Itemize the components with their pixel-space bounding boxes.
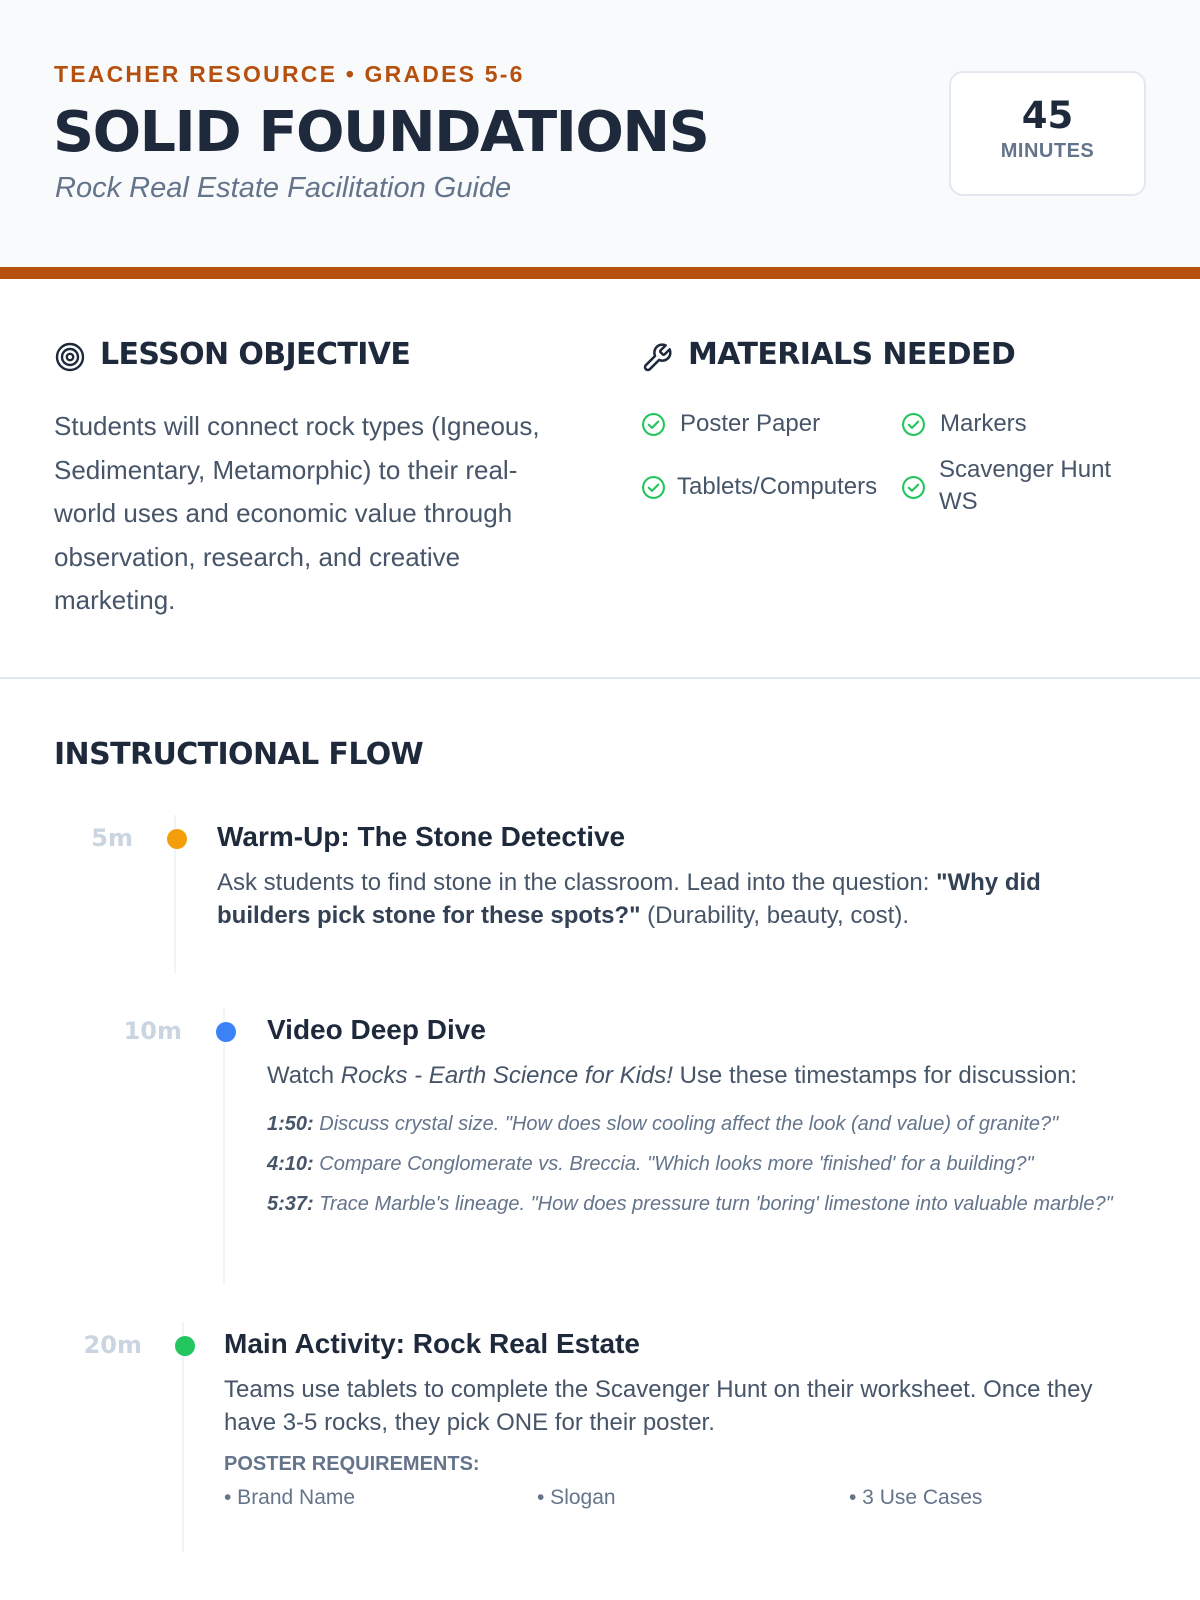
check-circle-icon: [641, 412, 666, 437]
step-desc-question: "Why did builders pick stone for these spots?": [217, 869, 1041, 929]
duration-badge: [949, 71, 1146, 196]
flow-heading: INSTRUCTIONAL FLOW: [54, 737, 424, 772]
timestamp-item: [267, 1151, 1147, 1178]
step-desc-text: (Durability, beauty, cost).: [640, 902, 910, 929]
step-title: Warm-Up: The Stone Detective: [217, 821, 626, 852]
step-desc-text: Use these timestamps for discussion:: [672, 1062, 1078, 1089]
requirement-item: • 3 Use Cases: [849, 1486, 983, 1509]
page-subtitle: Rock Real Estate Facilitation Guide: [55, 172, 512, 204]
requirement-item: • Brand Name: [224, 1486, 356, 1509]
requirement-item: • Slogan: [537, 1486, 616, 1509]
check-circle-icon: [901, 412, 926, 437]
material-item: Poster Paper: [680, 410, 821, 437]
video-title: Rocks - Earth Science for Kids!: [340, 1062, 673, 1089]
check-circle-icon: [901, 475, 926, 500]
timestamp-text: Compare Conglomerate vs. Breccia. "Which looks more 'finished' for a building?": [313, 1153, 1034, 1175]
step-dot: [216, 1022, 236, 1042]
step-time: 10m: [123, 1017, 182, 1045]
material-item: Tablets/Computers: [677, 473, 878, 500]
section-divider: [0, 677, 1200, 679]
timestamp-value: 1:50:: [267, 1113, 314, 1135]
step-description: [217, 866, 1117, 932]
material-item: Scavenger Hunt WS: [939, 456, 1112, 515]
header: [0, 0, 1200, 267]
timestamp-item: [267, 1111, 1147, 1138]
eyebrow-label: TEACHER RESOURCE • GRADES 5-6: [54, 61, 525, 87]
materials-heading: MATERIALS NEEDED: [688, 337, 1016, 372]
target-icon: [55, 342, 85, 372]
poster-requirements-label: POSTER REQUIREMENTS:: [224, 1453, 480, 1475]
step-desc-text: Watch: [267, 1062, 341, 1089]
check-circle-icon: [641, 475, 666, 500]
step-description: Teams use tablets to complete the Scavenger Hunt on their worksheet. Once they have 3-5 rocks, they pick ONE for their poster.: [224, 1376, 1093, 1436]
duration-value: 45: [1021, 94, 1074, 137]
timestamp-value: 4:10:: [267, 1153, 314, 1175]
wrench-icon: [641, 342, 673, 374]
step-time: 5m: [91, 824, 133, 852]
timestamp-item: [267, 1191, 1117, 1218]
duration-unit: MINUTES: [1000, 140, 1095, 162]
step-title: Video Deep Dive: [267, 1014, 486, 1045]
timestamp-text: Trace Marble's lineage. "How does pressure turn 'boring' limestone into valuable marble?": [313, 1193, 1113, 1215]
material-item: Markers: [940, 410, 1027, 437]
step-title: Main Activity: Rock Real Estate: [224, 1328, 640, 1359]
step-description: [267, 1059, 1147, 1092]
page-title: SOLID FOUNDATIONS: [53, 100, 709, 165]
objective-heading: LESSON OBJECTIVE: [100, 337, 411, 372]
timeline-line: [182, 1322, 184, 1552]
step-dot: [175, 1336, 195, 1356]
timeline-line: [223, 1008, 225, 1284]
timestamp-value: 5:37:: [267, 1193, 314, 1215]
step-dot: [167, 829, 187, 849]
timestamp-text: Discuss crystal size. "How does slow cooling affect the look (and value) of granite?": [313, 1113, 1059, 1135]
step-desc-text: Ask students to find stone in the classroom. Lead into the question:: [217, 869, 937, 896]
header-accent-bar: [0, 267, 1200, 279]
objective-text: Students will connect rock types (Igneous, Sedimentary, Metamorphic) to their real-world uses and economic value through observation, research, and creative marketing.: [54, 411, 540, 615]
step-time: 20m: [83, 1331, 142, 1359]
